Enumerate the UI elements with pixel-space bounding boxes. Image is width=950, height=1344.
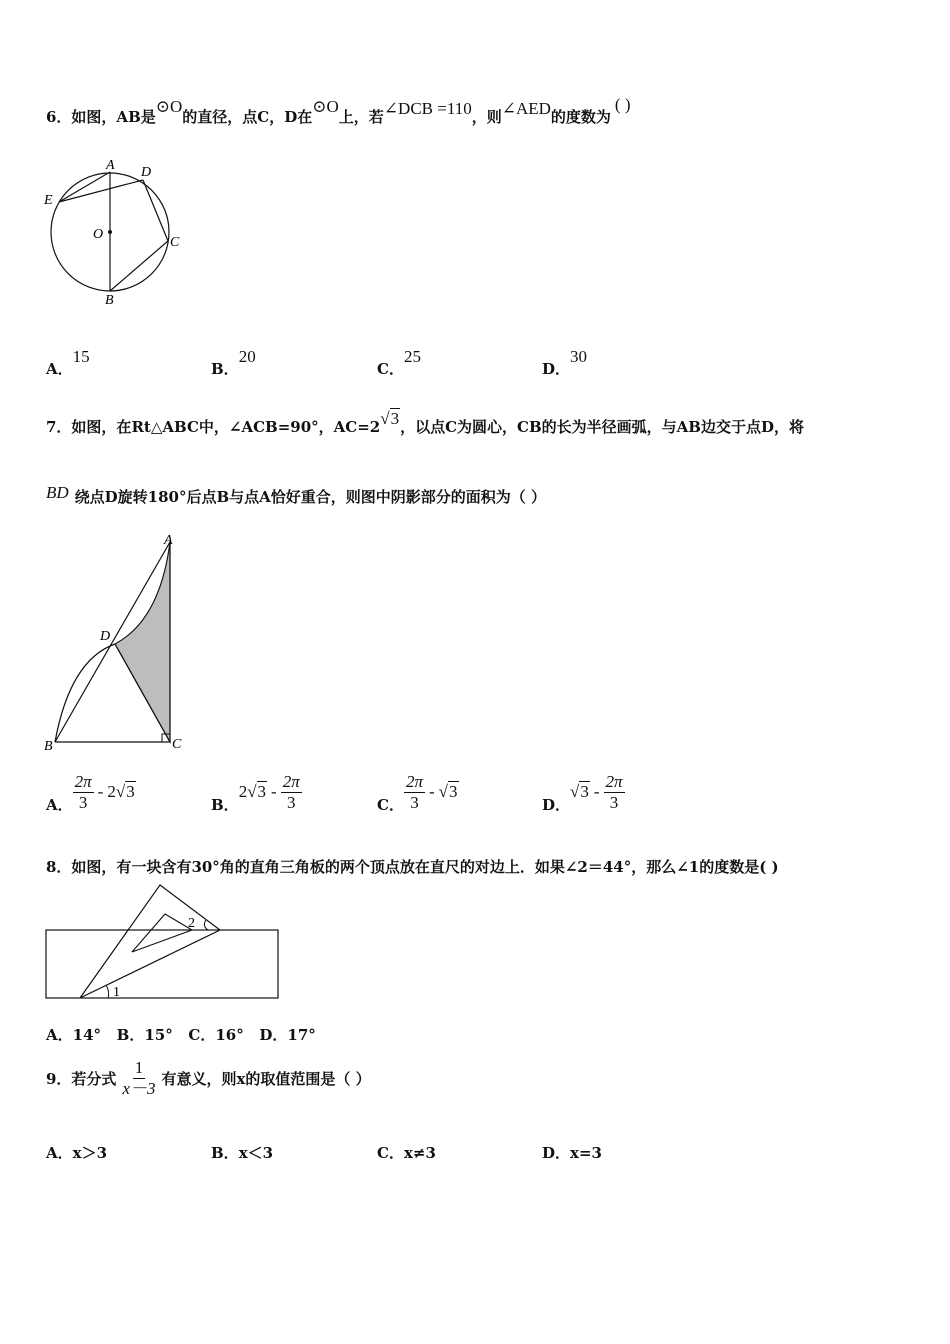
q6-option-a[interactable]: A．15: [46, 347, 90, 378]
q9-option-d[interactable]: D．x=3: [542, 1144, 602, 1162]
q8-ruler: [46, 930, 278, 998]
q9-fraction: $\frac{1}{x-3}$: [122, 1058, 156, 1098]
q6-label-b: B: [105, 293, 114, 308]
q9-option-b[interactable]: B．x＜3: [211, 1144, 274, 1162]
q7-d-fraction: $\frac{2\pi}{3}$: [605, 772, 623, 812]
q6-segment-ea: [59, 172, 110, 202]
q8-label-1: 1: [113, 985, 120, 1000]
q7-sqrt: √3: [380, 409, 400, 428]
q7-shaded-region: [115, 542, 170, 742]
q7-arc-bd: BD: [46, 483, 69, 502]
q7-label-d: D: [100, 629, 111, 644]
q6-figure: [40, 158, 190, 308]
q7-label-a: A: [164, 533, 173, 548]
q6-center-dot: [108, 230, 112, 234]
q7-stem-line1: 7．如图，在Rt△ABC中，∠ACB=90°，AC=2√3，以点C为圆心，CB的长为半径画弧，与AB边交于点D，将: [46, 409, 804, 436]
q6-segment-dc: [143, 180, 168, 241]
q9-option-c[interactable]: C．x≠3: [377, 1144, 436, 1162]
q7-option-a[interactable]: A． $\frac{2\pi}{3}$ - 2 √3: [46, 772, 135, 814]
q8-angle-1-arc: [106, 985, 109, 998]
q6-segment-ed: [59, 180, 143, 202]
q8-triangle-inner: [132, 914, 192, 952]
q8-stem: 8．如图，有一块含有30°角的直角三角板的两个顶点放在直尺的对边上．如果∠2＝44°，那么∠1的度数是( ): [46, 858, 779, 876]
q7-b-fraction: $\frac{2\pi}{3}$: [282, 772, 300, 812]
q8-label-2: 2: [188, 916, 195, 931]
q6-label-o: O: [93, 227, 104, 242]
q7-figure: [40, 530, 200, 755]
q6-given-angle: ∠DCB =110: [383, 99, 472, 118]
q6-label-a: A: [106, 158, 115, 173]
q9-stem: 9．若分式 $\frac{1}{x-3}$ 有意义，则x的取值范围是（ ）: [46, 1058, 371, 1098]
q7-stem-line2: BD 绕点D旋转180°后点B与点A恰好重合，则图中阴影部分的面积为（ ）: [46, 483, 547, 506]
q8-triangle-outer: [80, 885, 220, 998]
q6-circle-o-2: ⊙O: [312, 97, 339, 116]
q6-option-c[interactable]: C．25: [377, 347, 421, 378]
q6-target-angle: ∠AED: [501, 99, 551, 118]
q6-stem: 6．如图，AB是⊙O的直径，点C，D在⊙O上，若∠DCB =110，则∠AED的度数为( ): [46, 95, 631, 126]
q8-figure: [40, 880, 285, 1005]
q6-label-d: D: [141, 165, 152, 180]
q7-label-c: C: [172, 737, 182, 752]
q8-angle-2-arc: [204, 920, 208, 930]
q7-option-d[interactable]: D． √3 - $\frac{2\pi}{3}$: [542, 772, 623, 814]
q7-c-fraction: $\frac{2\pi}{3}$: [405, 772, 423, 812]
q6-option-b[interactable]: B．20: [211, 347, 256, 378]
q6-circle-o-1: ⊙O: [155, 97, 183, 116]
q6-answer-paren: ( ): [614, 95, 631, 114]
q7-label-b: B: [44, 739, 53, 754]
q7-option-c[interactable]: C． $\frac{2\pi}{3}$ - √3: [377, 772, 458, 814]
q6-label-e: E: [44, 193, 53, 208]
q9-option-a[interactable]: A．x＞3: [46, 1144, 108, 1162]
q6-label-c: C: [170, 235, 180, 250]
q8-options[interactable]: A．14° B．15° C．16° D．17°: [46, 1026, 316, 1044]
q6-option-d[interactable]: D．30: [542, 347, 588, 378]
q7-a-fraction: $\frac{2\pi}{3}$: [74, 772, 92, 812]
q7-option-b[interactable]: B． 2 √3 - $\frac{2\pi}{3}$: [211, 772, 300, 814]
